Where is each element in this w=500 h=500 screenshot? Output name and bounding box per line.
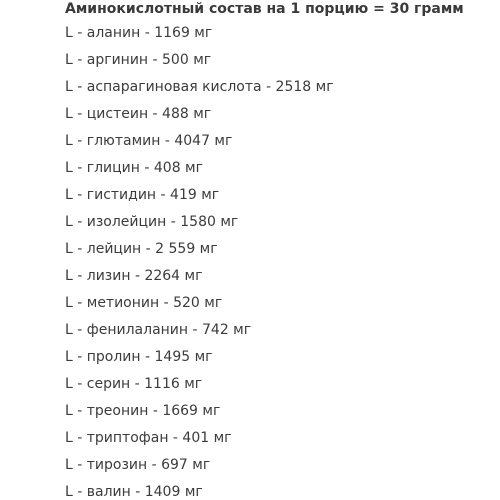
list-item: L - валин - 1409 мг (65, 484, 203, 500)
list-item: L - треонин - 1669 мг (65, 403, 221, 419)
list-item: L - аспарагиновая кислота - 2518 мг (65, 79, 334, 95)
list-item: L - гистидин - 419 мг (65, 187, 220, 203)
list-item: L - фенилаланин - 742 мг (65, 322, 252, 338)
list-item: L - лейцин - 2 559 мг (65, 241, 218, 257)
list-item: L - аргинин - 500 мг (65, 52, 212, 68)
list-item: L - триптофан - 401 мг (65, 430, 232, 446)
page-title: Аминокислотный состав на 1 порцию = 30 грамм (65, 1, 464, 17)
amino-acid-list (65, 25, 495, 500)
list-item: L - глютамин - 4047 мг (65, 133, 233, 149)
list-item: L - цистеин - 488 мг (65, 106, 212, 122)
list-item: L - аланин - 1169 мг (65, 25, 213, 41)
list-item: L - глицин - 408 мг (65, 160, 203, 176)
list-item: L - серин - 1116 мг (65, 376, 203, 392)
list-item: L - лизин - 2264 мг (65, 268, 203, 284)
list-item: L - тирозин - 697 мг (65, 457, 211, 473)
amino-acid-composition (65, 0, 495, 500)
list-item: L - пролин - 1495 мг (65, 349, 213, 365)
list-item: L - метионин - 520 мг (65, 295, 223, 311)
list-item: L - изолейцин - 1580 мг (65, 214, 239, 230)
